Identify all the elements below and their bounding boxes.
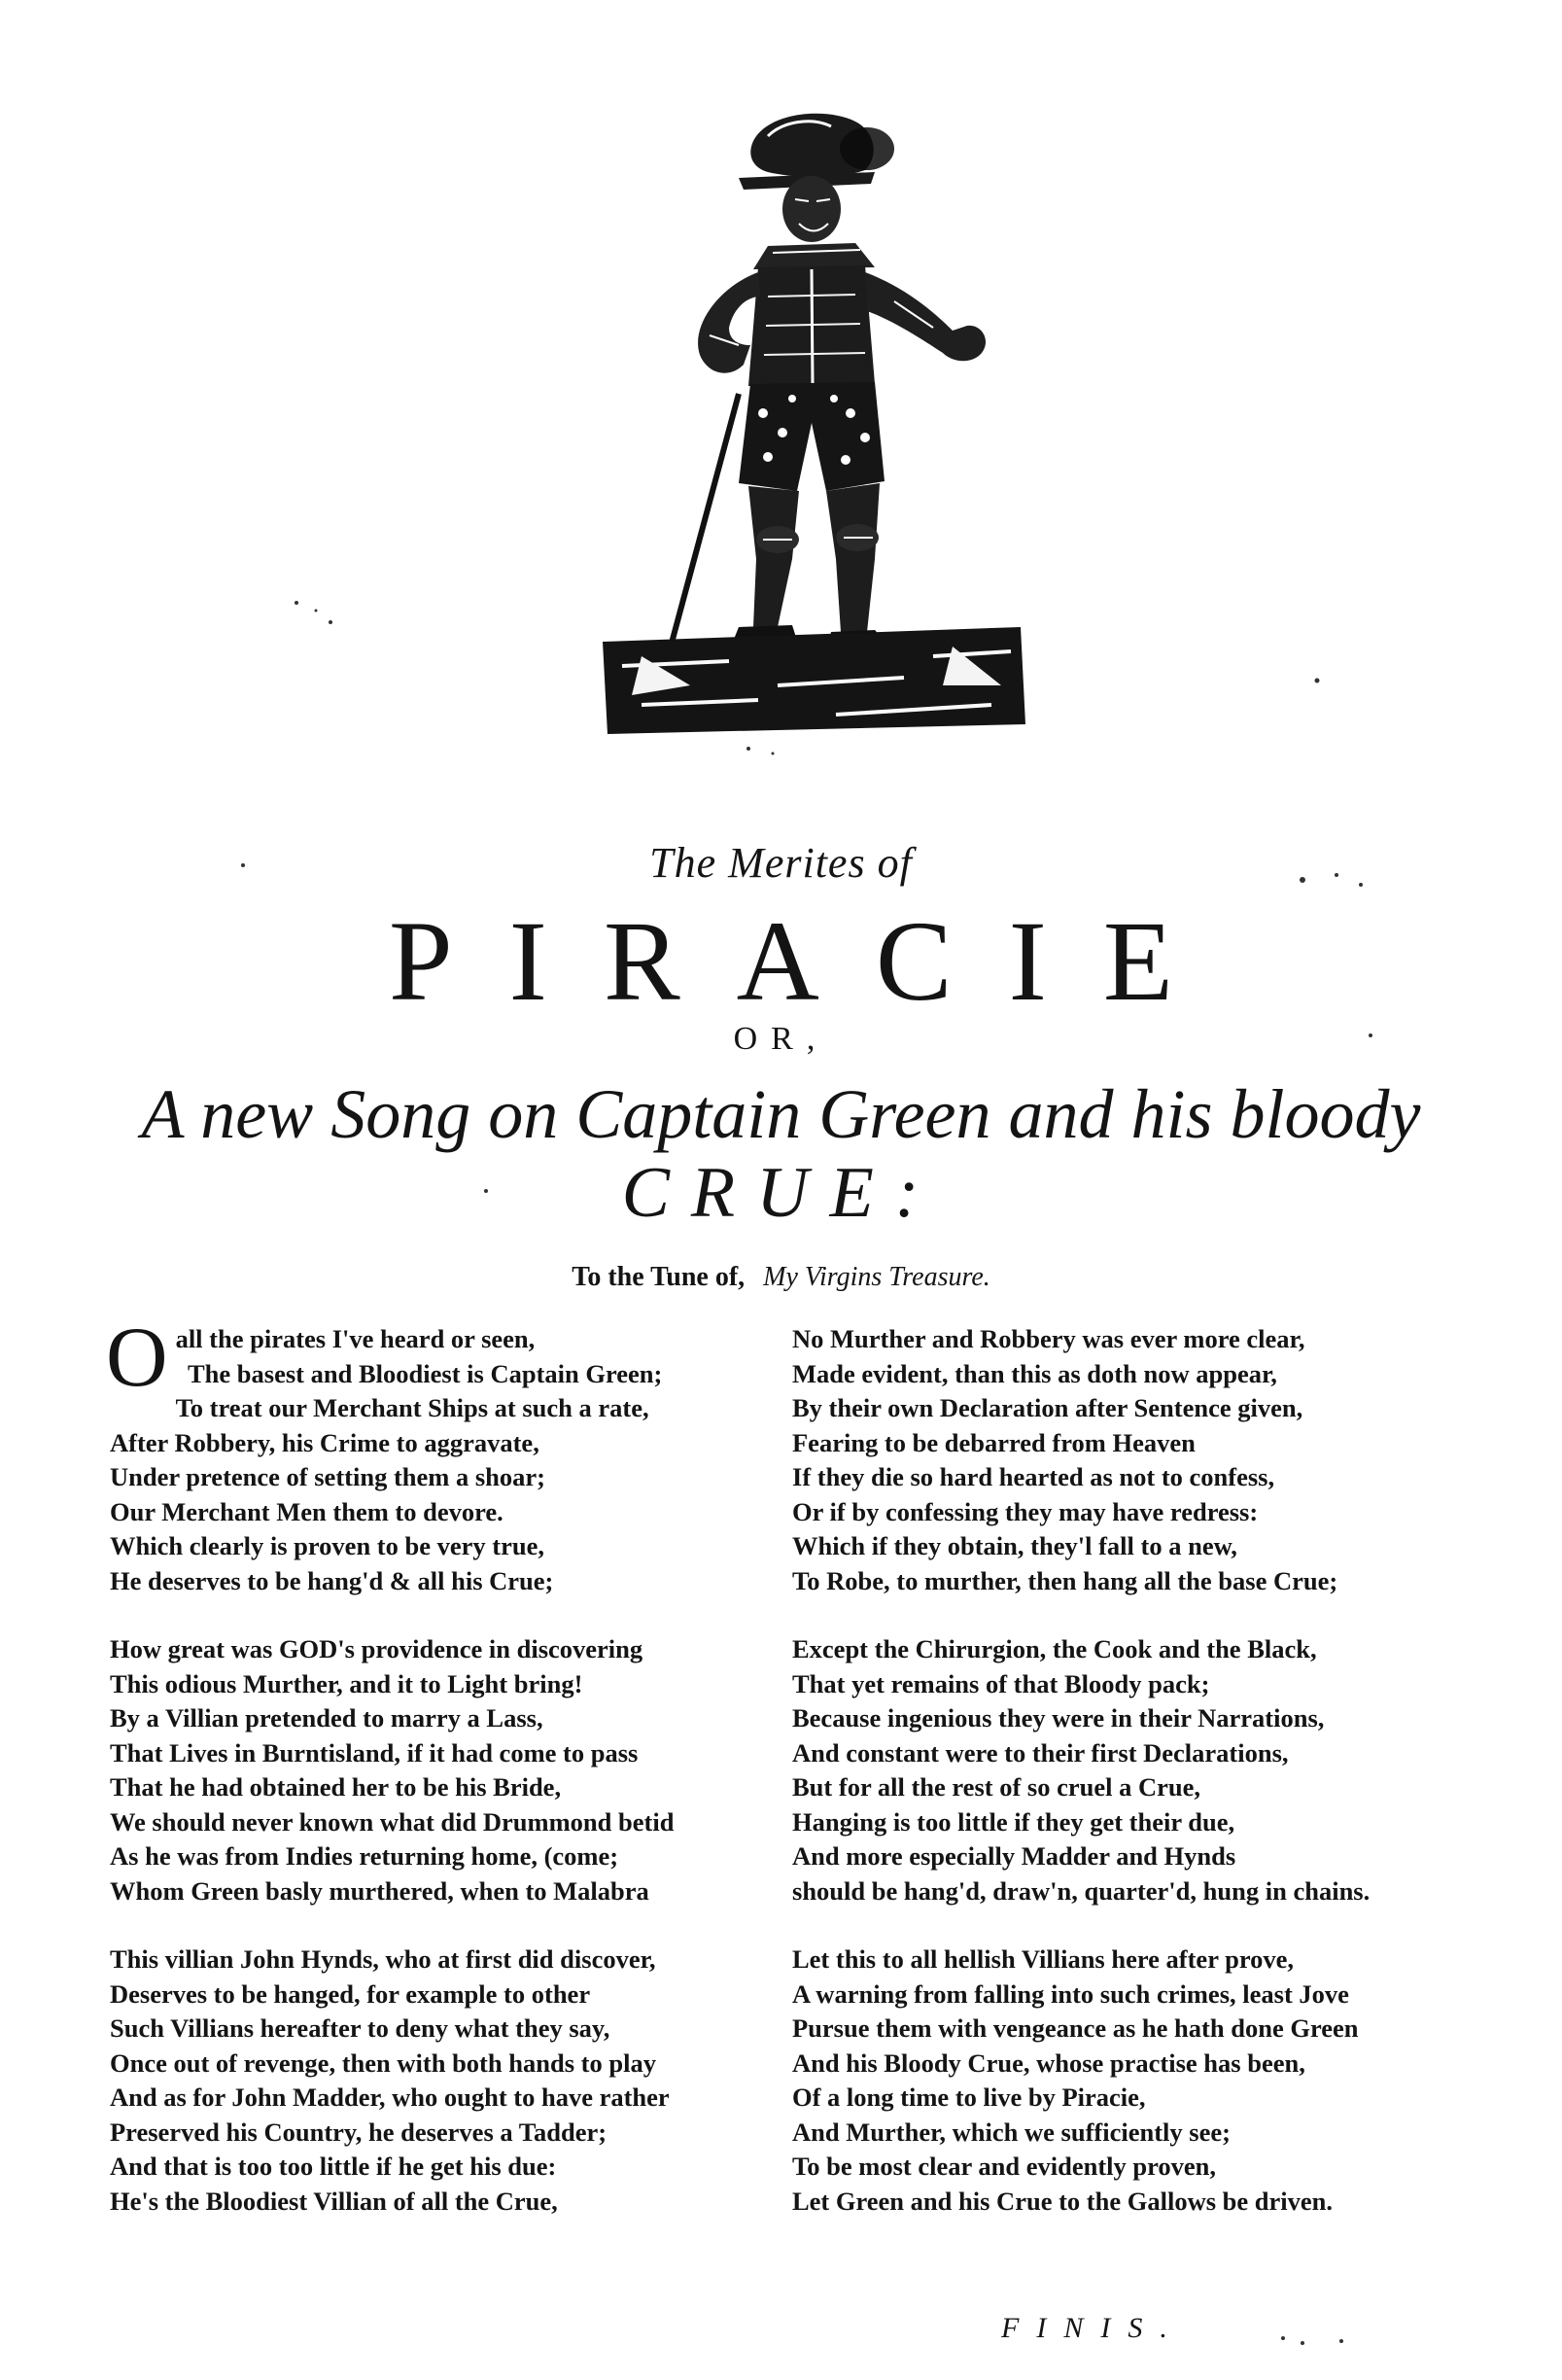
verse-line: And his Bloody Crue, whose practise has been, [792, 2048, 1305, 2078]
verse-line: Except the Chirurgion, the Cook and the Black, [792, 1634, 1317, 1663]
subtitle-crue: CRUE: [621, 1153, 941, 1233]
verse-line: He's the Bloodiest Villian of all the Crue, [110, 2186, 558, 2216]
right-column [792, 1322, 1463, 2253]
tune-prefix: To the Tune of, [572, 1262, 746, 1292]
verse-line: Deserves to be hanged, for example to other [110, 1978, 591, 2009]
verse-line: To be most clear and evidently proven, [792, 2152, 1217, 2181]
verse-line: As he was from Indies returning home, (come; [110, 1841, 619, 1871]
verse-line: Whom Green basly murthered, when to Malabra [110, 1875, 649, 1906]
stanza-2 [110, 1632, 781, 1908]
drop-cap: O [106, 1311, 168, 1405]
verse-line: And constant were to their first Declarations, [792, 1737, 1289, 1768]
verse-line: And more especially Madder and Hynds [792, 1841, 1236, 1871]
stanza-6 [792, 1942, 1463, 2219]
verse-line: That Lives in Burntisland, if it had come to pass [110, 1737, 639, 1768]
stanza-1 [106, 1311, 781, 1598]
or-separator: OR, [733, 1021, 829, 1057]
verse-line: That yet remains of that Bloody pack; [792, 1668, 1210, 1698]
verse-line: After Robbery, his Crime to aggravate, [110, 1427, 539, 1457]
verse-line: Pursue them with vengeance as he hath done Green [792, 2013, 1359, 2043]
stanza-4 [792, 1322, 1463, 1598]
left-column [106, 1311, 781, 2253]
pirate-woodcut-illustration [583, 102, 1040, 739]
page-title: PIRACIE [389, 897, 1230, 1025]
verse-line: That he had obtained her to be his Bride, [110, 1772, 562, 1802]
verse-line: Under pretence of setting them a shoar; [110, 1462, 545, 1491]
verse-line: Let this to all hellish Villians here after prove, [792, 1944, 1295, 1974]
verse-line: Hanging is too little if they get their due, [792, 1806, 1235, 1837]
verse-line: Made evident, than this as doth now appear, [792, 1358, 1277, 1388]
verse-line: He deserves to be hang'd & all his Crue; [110, 1565, 554, 1595]
verse-line: A warning from falling into such crimes, least Jove [792, 1978, 1349, 2009]
verse-line: To Robe, to murther, then hang all the base Crue; [792, 1565, 1338, 1595]
verse-line: Of a long time to live by Piracie, [792, 2082, 1146, 2112]
verse-line: Let Green and his Crue to the Gallows be driven. [792, 2186, 1334, 2216]
tune-name: My Virgins Treasure. [763, 1262, 990, 1292]
verse-line: Once out of revenge, then with both hands to play [110, 2048, 656, 2078]
verse-line: Fearing to be debarred from Heaven [792, 1427, 1196, 1457]
verse-line: Preserved his Country, he deserves a Tadder; [110, 2117, 607, 2147]
verse-line: Our Merchant Men them to devore. [110, 1496, 503, 1526]
verse-line: By their own Declaration after Sentence given, [792, 1393, 1303, 1422]
verse-line: If they die so hard hearted as not to confess, [792, 1462, 1275, 1491]
verse-line: But for all the rest of so cruel a Crue, [792, 1772, 1201, 1802]
verse-line: And that is too too little if he get his due: [110, 2152, 557, 2181]
verse-line: Because ingenious they were in their Narrations, [792, 1703, 1325, 1732]
verse-line: all the pirates I've heard or seen, [175, 1324, 536, 1353]
verse-line: We should never known what did Drummond betid [110, 1806, 675, 1837]
verse-line: Or if by confessing they may have redress: [792, 1496, 1259, 1526]
verse-line: And as for John Madder, who ought to have rather [110, 2082, 670, 2112]
finis-mark: FINIS. [1001, 2312, 1185, 2344]
verse-line: Which clearly is proven to be very true, [110, 1531, 544, 1560]
verse-line: How great was GOD's providence in discovering [110, 1634, 643, 1663]
stanza-3 [110, 1942, 781, 2219]
verse-line: This villian John Hynds, who at first did discover, [110, 1944, 656, 1974]
verse-line: Such Villians hereafter to deny what they say, [110, 2013, 610, 2043]
verse-line: No Murther and Robbery was ever more clear, [792, 1324, 1305, 1353]
verse-line: Which if they obtain, they'l fall to a new, [792, 1531, 1237, 1560]
verse-line: The basest and Bloodiest is Captain Green; [188, 1358, 663, 1388]
stanza-5 [792, 1632, 1463, 1908]
verse-line: To treat our Merchant Ships at such a rate, [175, 1393, 649, 1422]
tune-line [0, 1262, 1562, 1293]
verse-line: should be hang'd, draw'n, quarter'd, hung in chains. [792, 1875, 1371, 1906]
verse-line: And Murther, which we sufficiently see; [792, 2117, 1231, 2147]
verse-line: This odious Murther, and it to Light bring! [110, 1668, 583, 1698]
subtitle: A new Song on Captain Green and his bloody [141, 1075, 1421, 1153]
header-merites: The Merites of [649, 839, 913, 887]
verse-line: By a Villian pretended to marry a Lass, [110, 1703, 543, 1732]
